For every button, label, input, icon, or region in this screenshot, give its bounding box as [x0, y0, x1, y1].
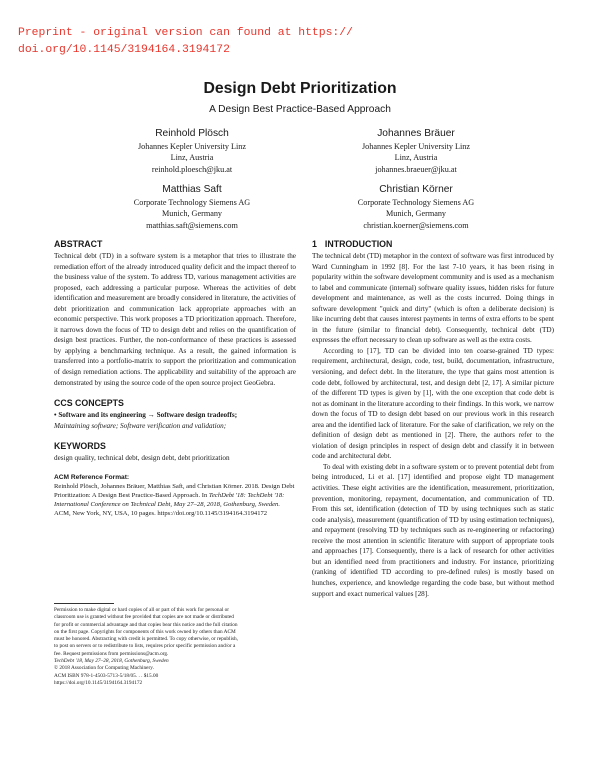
- ccs-italic: Maintaining software; Software verification and validation;: [54, 421, 227, 430]
- author-block: [306, 127, 526, 175]
- paper-title: Design Debt Prioritization: [203, 80, 397, 97]
- intro-heading: [312, 238, 554, 250]
- section-number: 1: [312, 239, 317, 249]
- author-email[interactable]: johannes.braeuer@jku.at: [375, 164, 457, 174]
- intro-paragraph-1: The technical debt (TD) metaphor in the context of software was first introduced by Ward Cunningham in 1992 [8]. For the last 7-10 years, it has been rising in popularity within the software development community and is used as a mechanism to label and communicate (internal) software quality issues, hidden risks for future development and maintenance, as well as the costs incurred. Doing things in software development "quick and dirty" (which is often a deliberate decision) is like incurring debt that causes interest payments in terms of extra efforts to be spent in the future (similar to financial debt). Consequently, technical debt (TD) expresses the effort necessary to clean up software as well as the extra costs.: [312, 252, 554, 345]
- keywords-heading: KEYWORDS: [54, 441, 106, 452]
- keywords-text: design quality, technical debt, design debt, debt prioritization: [54, 454, 230, 463]
- abstract-text: Technical debt (TD) in a software system is a metaphor that tries to illustrate the remediation effort of the already introduced quality deficit and the impact thereof to the business value of the system. To address TD, various management activities are proposed, each addressing a particular purpose. Whereas the activities of debt identification and measurement are broadly considered in literature, the activities of debt prioritization and communication lack appropriate approaches with an economic perspective. This work proposes a TD prioritization approach. Therefore, it narrows down the focus of TD to design debt and relies on the quantification of design best practices. Further, the non-conformance of these practices is assessed by applying a benchmarking technique. As a result, the gained information is transferred into a portfolio-matrix to support the prioritization and communication of design remediation actions. The applicability and suitability of the approach are demonstrated by using the source code of the open source project GeoGebra.: [54, 252, 296, 387]
- author-email[interactable]: matthias.saft@siemens.com: [146, 220, 238, 230]
- footnote-divider: [54, 603, 114, 604]
- author-affiliation: Corporate Technology Siemens AG: [133, 198, 251, 207]
- author-affiliation: Johannes Kepler University Linz: [361, 142, 470, 151]
- author-location: Munich, Germany: [385, 209, 447, 219]
- ccs-bullet: • Software and its engineering → Software design tradeoffs;: [54, 411, 238, 420]
- footnote-line: for profit or commercial advantage and that copies bear this notice and the full citation: [54, 621, 238, 628]
- acm-reference-text: Reinhold Plösch, Johannes Bräuer, Matthias Saft, and Christian Körner. 2018. Design Debt Prioritization: A Design Best Practice-Based Approach. In TechDebt '18: TechDebt '18: International Conference on Technical Debt, May 27–28, 2018, Gothenburg, Sweden. ACM, New York, NY, USA, 10 pages. https://doi.org/10.1145/3194164.3194172: [54, 482, 295, 518]
- paper-subtitle: A Design Best Practice-Based Approach: [209, 104, 391, 115]
- footnote-line: fee. Request permissions from permissions@acm.org.: [54, 650, 169, 657]
- footnote-line: to post on servers or to redistribute to lists, requires prior specific permission and/or a: [54, 643, 236, 650]
- right-column: [312, 238, 554, 599]
- author-affiliation: Corporate Technology Siemens AG: [357, 198, 475, 207]
- author-name: Reinhold Plösch: [155, 128, 229, 139]
- author-location: Linz, Austria: [394, 153, 438, 163]
- section-title: INTRODUCTION: [324, 239, 393, 249]
- permission-footnote: [54, 607, 296, 687]
- footnote-line: must be honored. Abstracting with credit is permitted. To copy otherwise, or republish,: [54, 636, 239, 643]
- footnote-venue: TechDebt '18, May 27–28, 2018, Gothenburg, Sweden: [54, 658, 169, 665]
- intro-paragraph-3: To deal with existing debt in a software system or to prevent potential debt from being introduced, Li et al. [17] identified and propose eight TD management activities. These eight activities are the identification, measurement, prioritization, prevention, monitoring, repayment, documentation, and communication of TD. From this set, identification (detection of TD by using techniques such as static code analysis), measurement (quantification of TD by using estimation techniques), and repayment (resolving TD by techniques such as re-engineering or refactoring) receive the most attention in scientific literature with support of appropriate tools and approaches [17]. Consequently, there is a lack of research for other activities but an identified need from practitioners and industry. For instance, prioritizing (ranking of identified TD according to pre-defined rules) is mostly based on hunches, experience, and knowledge regarding the code base, but without method support and exact numerical values [28].: [312, 462, 554, 598]
- author-name: Matthias Saft: [162, 184, 222, 195]
- preprint-line-1: Preprint - original version can found at https://: [18, 27, 353, 39]
- footnote-copyright: © 2018 Association for Computing Machinery.: [54, 665, 154, 672]
- ccs-heading: CCS CONCEPTS: [54, 398, 124, 409]
- author-email[interactable]: reinhold.ploesch@jku.at: [151, 164, 233, 174]
- acm-reference-venue: TechDebt '18: TechDebt '18: International Conference on Technical Debt, May 27–28, 2018, Gothenburg, Sweden.: [54, 491, 285, 509]
- preprint-notice: [18, 25, 398, 59]
- left-column: [54, 238, 296, 519]
- abstract-heading: ABSTRACT: [54, 239, 103, 249]
- author-email[interactable]: christian.koerner@siemens.com: [363, 220, 469, 230]
- author-location: Munich, Germany: [161, 209, 223, 219]
- preprint-doi-link[interactable]: doi.org/10.1145/3194164.3194172: [18, 44, 230, 56]
- footnote-isbn: ACM ISBN 978-1-4503-5713-5/18/05. . . $15.00: [54, 672, 159, 679]
- intro-paragraph-2: According to [17], TD can be divided into ten coarse-grained TD types: requirement, architectural, design, code, test, build, documentation, infrastructure, versioning, and defect debt. In the literature, the type that gains most attention is code debt, followed by architectural, test, and design debt [2, 17]. A similar picture of the different TD types is given by [1], with the one exception that code debt is not as dominant in the literature according to their findings. In this work, we narrow down the focus of TD to design debt based on our previous work in this research area and the identified lack of literature. For the sake of clarification, we rely on the definition of design debt as mentioned in [2]. There, the authors refer to the violation of design principles in respect of design debt and classify it in between code and architectural debt.: [312, 346, 554, 461]
- footnote-line: Permission to make digital or hard copies of all or part of this work for personal or: [54, 607, 230, 613]
- author-block: [306, 183, 526, 231]
- ccs-concepts: [54, 410, 296, 431]
- footnote-line: classroom use is granted without fee provided that copies are not made or distributed: [54, 614, 234, 621]
- author-name: Christian Körner: [379, 184, 453, 195]
- acm-reference-heading: ACM Reference Format:: [54, 473, 130, 481]
- author-location: Linz, Austria: [170, 153, 214, 163]
- author-affiliation: Johannes Kepler University Linz: [137, 142, 246, 151]
- acm-reference: [54, 473, 296, 519]
- footnote-line: on the first page. Copyrights for components of this work owned by others than ACM: [54, 628, 236, 635]
- footnote-doi-link[interactable]: https://doi.org/10.1145/3194164.3194172: [54, 679, 143, 686]
- author-name: Johannes Bräuer: [377, 128, 455, 139]
- author-block: [82, 183, 302, 231]
- author-block: [82, 127, 302, 175]
